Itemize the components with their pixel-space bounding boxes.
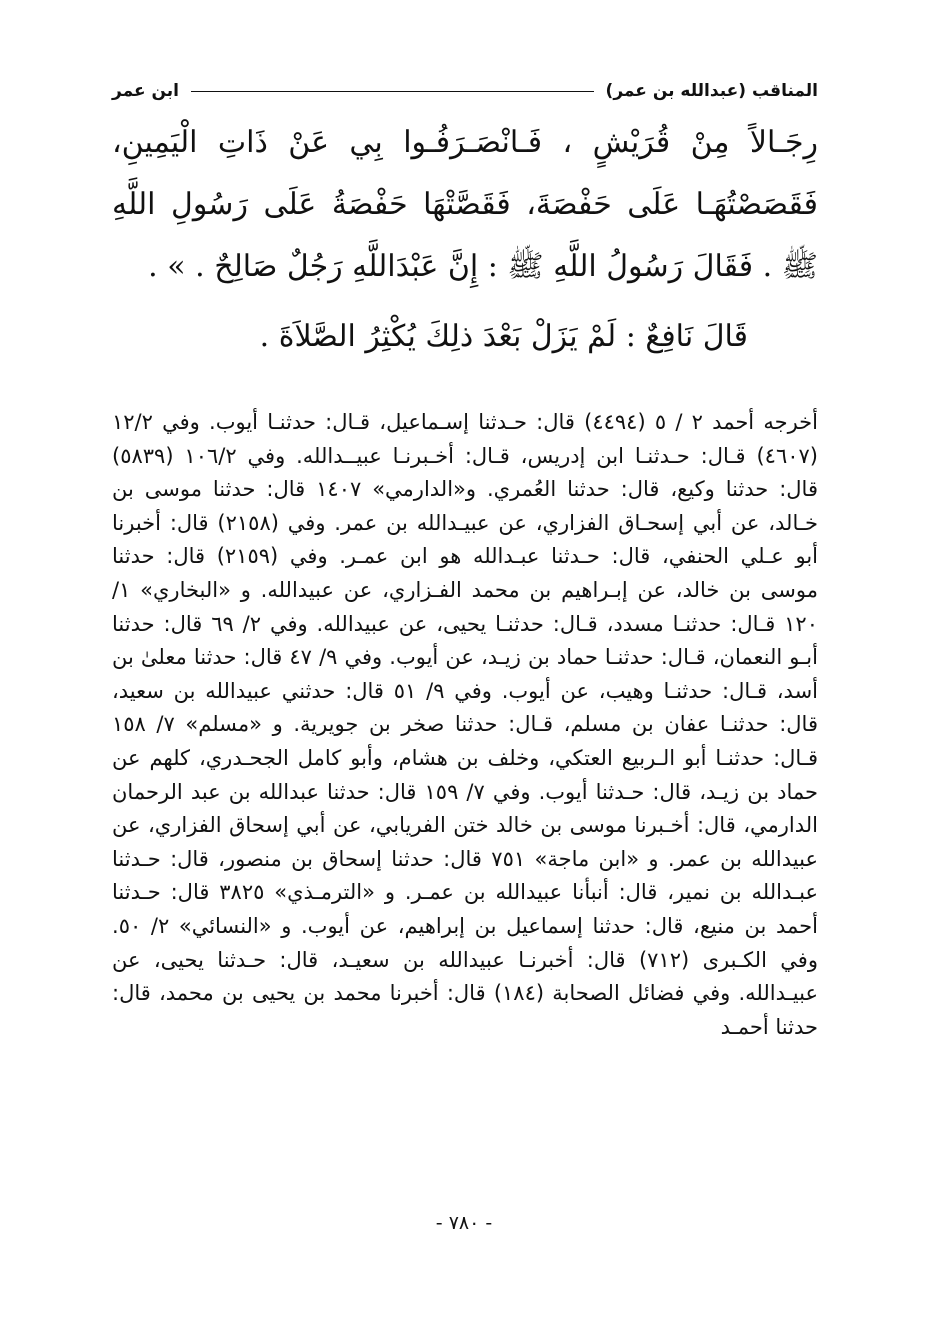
takhrij-footnote xyxy=(112,406,818,1044)
running-head xyxy=(112,78,818,104)
nafi-statement: قَالَ نَافِعٌ : لَمْ يَزَلْ بَعْدَ ذلِكَ يُكْثِرُ الصَّلاَةَ . xyxy=(259,319,748,354)
page-number: - ٧٨٠ - xyxy=(435,1212,493,1234)
book-page xyxy=(112,78,818,1268)
header-rule xyxy=(191,91,594,92)
hadith-paragraph: رِجَـالاً مِنْ قُرَيْشٍ ، فَـانْصَـرَفُـوا بِي عَنْ ذَاتِ الْيَمِينِ، فَقَصَصْتُهَـا عَلَى حَفْصَةَ، فَقَصَّتْهَا حَفْصَةُ عَلَى رَسُولِ اللَّهِ ﷺ . فَقَالَ رَسُولُ اللَّهِ ﷺ : إِنَّ عَبْدَاللَّهِ رَجُلٌ صَالِحٌ . » . xyxy=(112,125,818,284)
chapter-title: المناقب (عبدالله بن عمر) xyxy=(605,81,818,101)
hadith-text-block xyxy=(112,112,818,368)
section-title: ابن عمر xyxy=(112,81,180,101)
takhrij-paragraph: أخرجه أحمد ٢ / ٥ (٤٤٩٤) قال: حـدثنا إسـماعيل، قـال: حدثنـا أيوب. وفي ١٢/٢ (٤٦٠٧) قـال: حـدثنـا ابن إدريس، قـال: أخـبرنـا عبيــدالله. وفي ١٠٦/٢ (٥٨٣٩) قال: حدثنا وكيع، قال: حدثنا العُمري. و«الدارمي» ١٤٠٧ قال: حدثنا موسى بن خـالد، عن أبي إسحـاق الفزاري، عن عبيـدالله بن عمر. وفي (٢١٥٨) قال: أخبرنا أبو عـلي الحنفي، قال: حـدثنا عبـدالله هو ابن عمـر. وفي (٢١٥٩) قال: حدثنا موسى بن خالد، عن إبـراهيم بن محمد الفـزاري، عن عبيدالله. و «البخاري» ١/ ١٢٠ قـال: حدثنـا مسدد، قـال: حدثنـا يحيى، عن عبيدالله. وفي ٢/ ٦٩ قال: حدثنا أبـو النعمان، قـال: حدثنـا حماد بن زيـد، عن أيوب. وفي ٩/ ٤٧ قال: حدثنا معلىٰ بن أسد، قـال: حدثنـا وهيب، عن أيوب. وفي ٩/ ٥١ قال: حدثني عبيدالله بن سعيد، قال: حدثنـا عفان بن مسلم، قـال: حدثنا صخر بن جويرية. و «مسلم» ٧/ ١٥٨ قـال: حدثنـا أبو الـربيع العتكي، وخلف بن هشام، وأبو كامل الجحـدري، كلهم عن حماد بن زيـد، قال: حـدثنا أيوب. وفي ٧/ ١٥٩ قال: حدثنا عبدالله بن عبد الرحمان الدارمي، قال: أخـبرنا موسى بن خالد ختن الفريابي، عن أبي إسحاق الفزاري، عن عبيدالله بن عمر. و «ابن ماجة» ٧٥١ قال: حدثنا إسحاق بن منصور، قال: حـدثنا عبـدالله بن نمير، قال: أنبأنا عبيدالله بن عمـر. و «الترمـذي» ٣٨٢٥ قال: حـدثنا أحمد بن منيع، قال: حدثنا إسماعيل بن إبراهيم، عن أيوب. و «النسائي» ٢/ ٥٠. وفي الكـبرى (٧١٢) قال: أخبرنـا عبيدالله بن سعيـد، قال: حـدثنا يحيى، عن عبيـدالله. وفي فضائل الصحابة (١٨٤) قال: أخبرنا محمد بن يحيى بن محمد، قال: حدثنا أحمـد xyxy=(112,410,819,1039)
